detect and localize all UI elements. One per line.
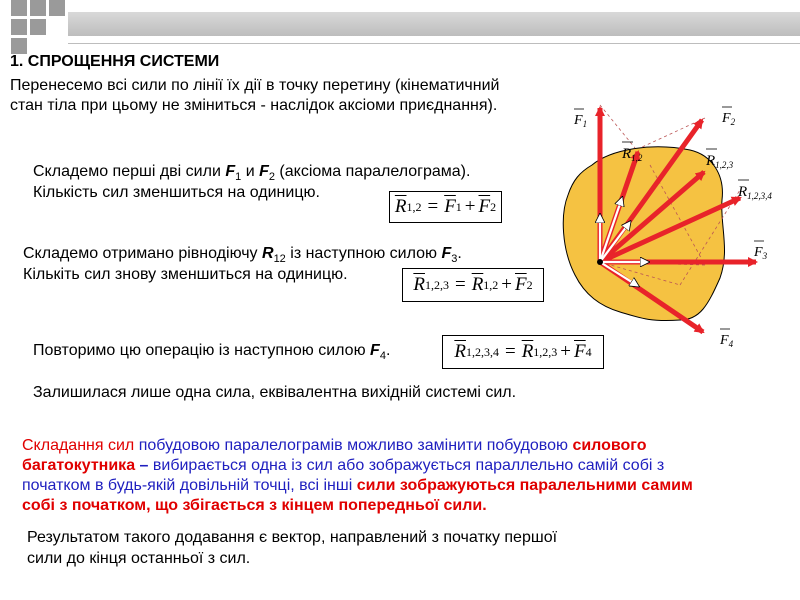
sub: 2 — [490, 199, 497, 214]
sub: 1,2 — [406, 199, 422, 214]
label-r1234-sub: 1,2,3,4 — [747, 191, 772, 201]
label-f2-sub: 2 — [730, 117, 736, 127]
header-square — [30, 19, 46, 35]
sym: $\overline{R}$ — [521, 341, 534, 362]
formula-r123 — [402, 268, 544, 302]
text: багатокутника — [22, 457, 136, 474]
sub: 4 — [585, 344, 592, 359]
op: = — [427, 196, 439, 217]
sym: $\overline{F}$ — [478, 196, 491, 217]
svg-text:R1,2,3 — [705, 153, 734, 170]
header-square — [11, 0, 27, 16]
text: сили зображуються паралельними самим — [356, 477, 693, 494]
symbol: F — [441, 245, 452, 262]
polygon-line-4 — [22, 496, 792, 516]
origin-point — [597, 259, 603, 265]
force-diagram — [540, 95, 800, 365]
sub: 1,2,3 — [424, 277, 449, 292]
text: собі з початком, що збігається з кінцем попередньої сили. — [22, 497, 487, 514]
label-r12-sub: 1,2 — [631, 153, 643, 163]
step1-line-2: Кількість сил зменшиться на одиницю. — [33, 184, 320, 201]
text: . — [385, 342, 391, 359]
subscript: 4 — [379, 350, 386, 363]
header-band — [68, 12, 800, 36]
text: силового — [572, 437, 647, 454]
text: вибирається одна із сил або зображується параллельно самій собі з — [152, 457, 665, 474]
svg-text:F3 — [753, 245, 768, 261]
text: . — [457, 245, 462, 262]
subscript: 3 — [451, 253, 458, 266]
label-f4-sub: 4 — [728, 339, 734, 349]
svg-text:F2 — [721, 111, 736, 127]
sym: $\overline{R}$ — [394, 196, 407, 217]
symbol: F — [225, 163, 236, 180]
result-line-1: Результатом такого додавання є вектор, направлений з початку першої — [27, 529, 558, 546]
result-line-2: сили до кінця останньої з сил. — [27, 550, 251, 567]
sub: 1 — [455, 199, 462, 214]
step2-line-2: Кількіть сил знову зменшиться на одиницю. — [23, 266, 348, 283]
op: + — [464, 196, 476, 217]
svg-text:F1 — [573, 113, 587, 129]
sub: 1,2,3 — [533, 344, 558, 359]
conclusion-text: Залишилася лише одна сила, еквівалентна вихідній системі сил. — [33, 384, 517, 401]
sym: $\overline{R}$ — [471, 274, 484, 295]
section-heading: 1. СПРОЩЕННЯ СИСТЕМИ — [10, 53, 220, 70]
sym: $\overline{R}$ — [413, 274, 425, 295]
header-rule — [68, 43, 800, 44]
polygon-paragraph — [22, 436, 792, 516]
text: Складання сил — [22, 437, 135, 454]
text: Складемо перші дві сили — [33, 163, 226, 180]
text: побудовою паралелограмів можливо замінити побудовою — [134, 437, 573, 454]
text: Повторимо цю операцію із наступною силою — [33, 342, 371, 359]
formula-r12 — [389, 191, 502, 223]
sub: 2 — [526, 277, 533, 292]
sub: 1,2,3,4 — [465, 344, 499, 359]
sym: $\overline{F}$ — [574, 341, 586, 362]
sub: 1,2 — [483, 277, 499, 292]
symbol: R — [262, 245, 274, 262]
label-f1: F — [574, 113, 583, 128]
subscript: 2 — [268, 171, 275, 184]
subscript: 1 — [235, 171, 242, 184]
header-square — [11, 19, 27, 35]
polygon-line-3 — [22, 476, 792, 496]
subscript: 12 — [273, 253, 286, 266]
label-r123-sub: 1,2,3 — [715, 160, 734, 170]
intro-line-2: стан тіла при цьому не зміниться - наслідок аксіоми приєднання). — [10, 97, 498, 114]
label-f2: F — [722, 111, 731, 126]
label-f3-sub: 3 — [762, 251, 768, 261]
polygon-line-1 — [22, 436, 792, 456]
text: и — [241, 163, 260, 180]
sym: $\overline{F}$ — [444, 196, 456, 217]
symbol: F — [370, 342, 380, 359]
svg-text:F4 — [719, 333, 734, 349]
label-r123: R — [706, 153, 716, 169]
text: із наступною силою — [285, 245, 442, 262]
sym: $\overline{R}$ — [454, 341, 466, 362]
header-square — [30, 0, 46, 16]
label-r12: R — [622, 146, 632, 162]
symbol: F — [259, 163, 269, 180]
step3-line-1 — [33, 341, 390, 366]
text: початком в будь-якій довільній точці, всі інші — [22, 477, 357, 494]
header-square — [49, 0, 65, 16]
op: = — [454, 274, 466, 295]
text: – — [135, 457, 153, 474]
text: (аксіома паралелограма). — [274, 163, 471, 180]
intro-line-1: Перенесемо всі сили по лінії їх дії в точку перетину (кінематичний — [10, 77, 500, 94]
op: + — [560, 341, 572, 362]
op: = — [504, 341, 516, 362]
text: Складемо отримано рівнодіючу — [23, 245, 262, 262]
svg-text:R1,2,3,4 — [737, 184, 772, 201]
sym: $\overline{F}$ — [515, 274, 527, 295]
label-f1-sub: 1 — [582, 119, 588, 129]
label-r1234: R — [738, 184, 748, 200]
op: + — [501, 274, 513, 295]
polygon-line-2 — [22, 456, 792, 476]
label-f3: F — [754, 245, 763, 260]
label-f4: F — [720, 333, 729, 348]
